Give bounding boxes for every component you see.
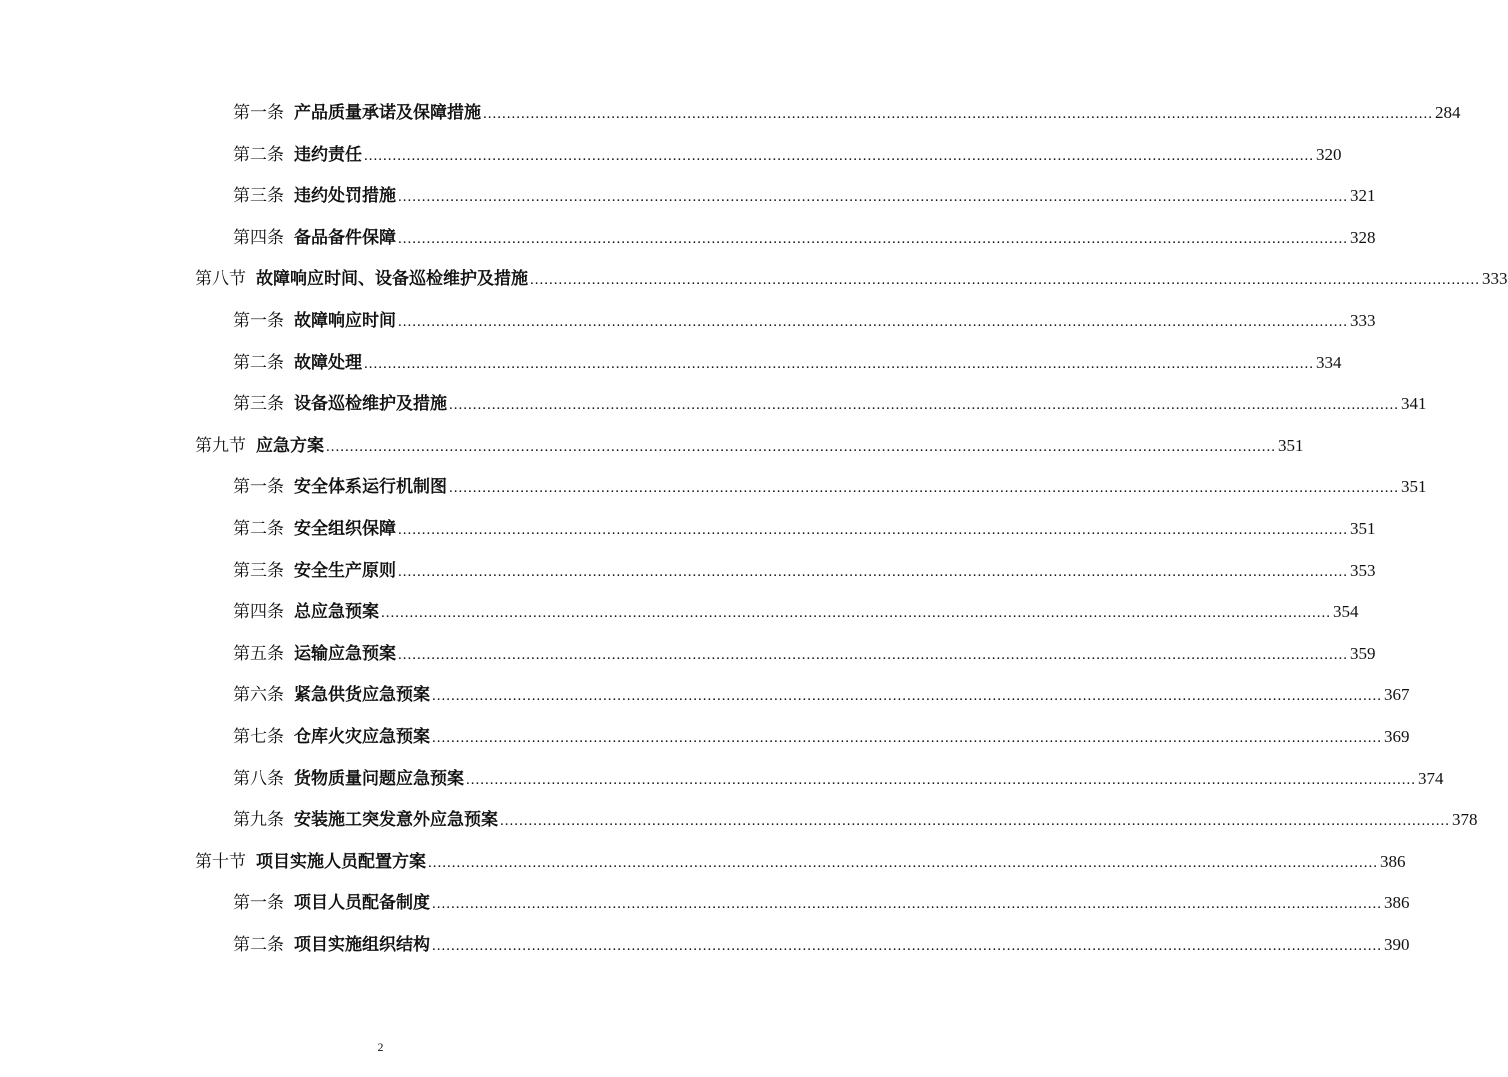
toc-entry-title: 违约责任: [294, 144, 362, 165]
toc-entry-title: 应急方案: [256, 435, 324, 456]
toc-entry-label: 第七条: [233, 727, 284, 747]
toc-dot-leader: ........................................................................................................................................................................................................: [483, 106, 1433, 122]
toc-article-entry[interactable]: [233, 712, 1410, 748]
toc-entry-title: 安装施工突发意外应急预案: [294, 810, 498, 831]
toc-entry-label: 第十节: [195, 851, 246, 872]
toc-entry-page-number: 386: [1384, 893, 1410, 913]
toc-dot-leader: ........................................................................................................................................................................................................: [432, 688, 1382, 705]
toc-entry-page-number: 341: [1401, 394, 1427, 414]
toc-entry-page-number: 351: [1350, 519, 1376, 538]
toc-dot-leader: ........................................................................................................................................................................................................: [398, 522, 1348, 538]
toc-entry-page-number: 354: [1333, 602, 1359, 622]
toc-entry-label: 第二条: [233, 935, 284, 955]
toc-entry-title: 安全体系运行机制图: [294, 477, 447, 498]
toc-entry-page-number: 334: [1316, 352, 1342, 372]
toc-article-entry[interactable]: [233, 587, 1359, 623]
toc-entry-title: 运输应急预案: [294, 643, 396, 664]
toc-dot-leader: ........................................................................................................................................................................................................: [432, 730, 1382, 746]
toc-article-entry[interactable]: [233, 878, 1410, 914]
toc-article-entry[interactable]: [233, 795, 1478, 831]
toc-entry-label: 第八节: [195, 269, 246, 290]
toc-dot-leader: ........................................................................................................................................................................................................: [449, 480, 1399, 497]
toc-section-entry[interactable]: [195, 254, 1508, 290]
toc-article-entry[interactable]: [233, 171, 1376, 207]
toc-entry-label: 第三条: [233, 186, 284, 207]
toc-entry-label: 第九条: [233, 810, 284, 831]
toc-entry-page-number: 359: [1350, 643, 1376, 663]
toc-article-entry[interactable]: [233, 130, 1342, 166]
toc-entry-page-number: 378: [1452, 810, 1478, 830]
toc-dot-leader: ........................................................................................................................................................................................................: [428, 854, 1378, 871]
toc-entry-page-number: 386: [1380, 851, 1406, 871]
toc-dot-leader: ........................................................................................................................................................................................................: [432, 896, 1382, 913]
toc-dot-leader: ........................................................................................................................................................................................................: [398, 646, 1348, 663]
toc-entry-title: 故障响应时间、设备巡检维护及措施: [256, 269, 528, 290]
toc-entry-page-number: 328: [1350, 227, 1376, 247]
toc-entry-title: 紧急供货应急预案: [294, 685, 430, 706]
toc-entry-title: 设备巡检维护及措施: [294, 394, 447, 415]
toc-entry-label: 第二条: [233, 519, 284, 539]
toc-entry-label: 第八条: [233, 768, 284, 789]
toc-entry-title: 违约处罚措施: [294, 186, 396, 207]
toc-dot-leader: ........................................................................................................................................................................................................: [398, 563, 1348, 580]
toc-entry-title: 项目实施组织结构: [294, 935, 430, 955]
toc-entry-title: 仓库火灾应急预案: [294, 727, 430, 747]
toc-entry-title: 故障处理: [294, 352, 362, 373]
toc-entry-title: 故障响应时间: [294, 311, 396, 331]
toc-entry-label: 第一条: [233, 311, 284, 331]
page-number: 2: [377, 1040, 384, 1054]
toc-dot-leader: ........................................................................................................................................................................................................: [530, 272, 1480, 289]
toc-entry-label: 第三条: [233, 560, 284, 581]
toc-entry-label: 第四条: [233, 602, 284, 623]
toc-entry-page-number: 321: [1350, 186, 1376, 206]
toc-dot-leader: ........................................................................................................................................................................................................: [432, 938, 1382, 954]
toc-entry-title: 备品备件保障: [294, 227, 396, 248]
toc-entry-label: 第一条: [233, 893, 284, 914]
toc-entry-label: 第九节: [195, 435, 246, 456]
toc-dot-leader: ........................................................................................................................................................................................................: [449, 397, 1399, 414]
toc-section-entry[interactable]: [195, 837, 1406, 873]
toc-entry-title: 项目实施人员配置方案: [256, 851, 426, 872]
toc-entry-page-number: 367: [1384, 685, 1410, 705]
toc-entry-title: 安全生产原则: [294, 560, 396, 581]
toc-article-entry[interactable]: [233, 546, 1376, 582]
toc-entry-label: 第二条: [233, 352, 284, 373]
toc-dot-leader: ........................................................................................................................................................................................................: [381, 605, 1331, 622]
toc-entry-title: 产品质量承诺及保障措施: [294, 103, 481, 123]
toc-entry-title: 总应急预案: [294, 602, 379, 623]
toc-entry-page-number: 351: [1278, 435, 1304, 455]
toc-article-entry[interactable]: [233, 754, 1444, 790]
toc-article-entry[interactable]: [233, 88, 1461, 124]
toc-entry-page-number: 333: [1350, 311, 1376, 330]
toc-article-entry[interactable]: [233, 920, 1410, 956]
toc-entry-label: 第一条: [233, 477, 284, 498]
toc-entry-label: 第五条: [233, 643, 284, 664]
toc-article-entry[interactable]: [233, 670, 1410, 706]
toc-dot-leader: ........................................................................................................................................................................................................: [466, 771, 1416, 788]
toc-dot-leader: ........................................................................................................................................................................................................: [398, 314, 1348, 330]
toc-entry-label: 第二条: [233, 144, 284, 165]
toc-dot-leader: ........................................................................................................................................................................................................: [364, 355, 1314, 372]
toc-entry-page-number: 333: [1482, 269, 1508, 289]
toc-entry-label: 第六条: [233, 685, 284, 706]
toc-entry-page-number: 284: [1435, 103, 1461, 122]
toc-dot-leader: ........................................................................................................................................................................................................: [500, 813, 1450, 830]
toc-entry-page-number: 320: [1316, 144, 1342, 164]
toc-entry-title: 安全组织保障: [294, 519, 396, 539]
toc-section-entry[interactable]: [195, 421, 1304, 457]
toc-entry-title: 项目人员配备制度: [294, 893, 430, 914]
toc-article-entry[interactable]: [233, 504, 1376, 540]
toc-dot-leader: ........................................................................................................................................................................................................: [326, 438, 1276, 455]
toc-article-entry[interactable]: [233, 338, 1342, 374]
toc-entry-page-number: 353: [1350, 560, 1376, 580]
toc-entry-label: 第一条: [233, 103, 284, 123]
toc-entry-label: 第四条: [233, 227, 284, 248]
toc-article-entry[interactable]: [233, 296, 1376, 332]
toc-entry-label: 第三条: [233, 394, 284, 415]
toc-article-entry[interactable]: [233, 629, 1376, 665]
toc-entry-page-number: 351: [1401, 477, 1427, 497]
toc-entry-page-number: 374: [1418, 768, 1444, 788]
toc-article-entry[interactable]: [233, 462, 1427, 498]
toc-dot-leader: ........................................................................................................................................................................................................: [364, 147, 1314, 164]
toc-article-entry[interactable]: [233, 213, 1376, 249]
toc-entry-title: 货物质量问题应急预案: [294, 768, 464, 789]
toc-dot-leader: ........................................................................................................................................................................................................: [398, 189, 1348, 206]
toc-entry-page-number: 390: [1384, 935, 1410, 954]
toc-article-entry[interactable]: [233, 379, 1427, 415]
toc-dot-leader: ........................................................................................................................................................................................................: [398, 230, 1348, 247]
toc-entry-page-number: 369: [1384, 727, 1410, 746]
